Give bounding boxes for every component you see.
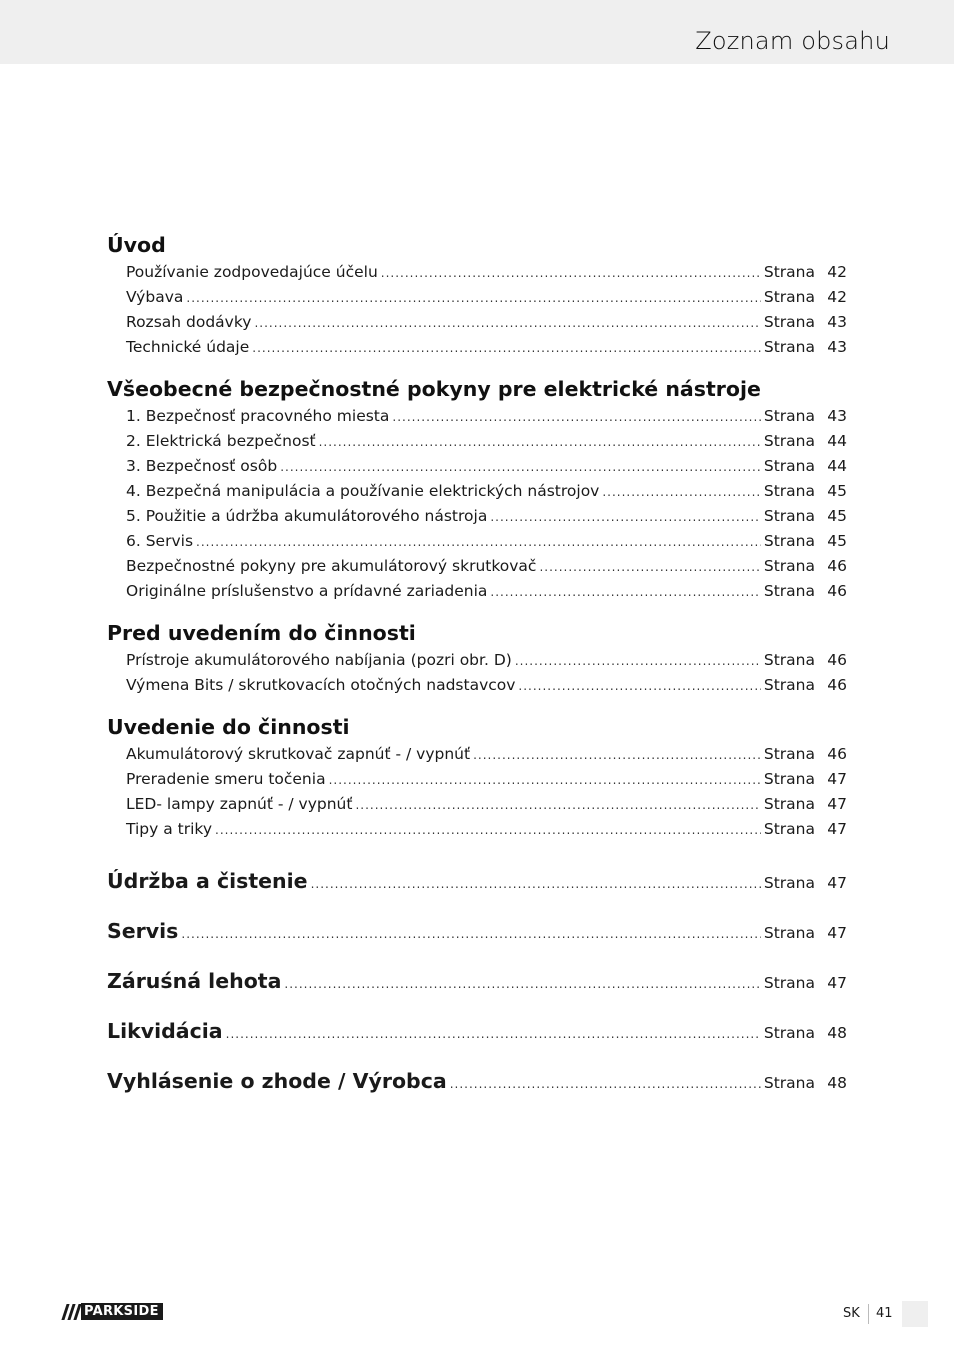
dot-leader [518,674,760,699]
entry-page-number: 46 [827,651,847,669]
toc-entry[interactable] [107,285,847,310]
toc-entry[interactable] [107,792,847,817]
strana-label: Strana [763,313,815,331]
page-number: 41 [876,1306,893,1321]
entry-label: 5. Použitie a údržba akumulátorového nástroja [126,507,488,525]
entry-page-number: 42 [827,263,847,281]
entry-label: Originálne príslušenstvo a prídavné zariadenia [126,582,488,600]
dot-leader [280,455,761,480]
footer-tab [902,1301,928,1327]
dot-leader [215,818,761,843]
toc-main-entry[interactable] [107,1006,847,1056]
dot-leader [473,743,761,768]
dot-leader [181,909,761,959]
toc-main-entry[interactable] [107,956,847,1006]
entry-page-number: 43 [827,313,847,331]
entry-label: 1. Bezpečnosť pracovného miesta [126,407,390,425]
main-entry-label: Údržba a čistenie [107,869,308,893]
dot-leader [329,768,761,793]
entry-label: Tipy a triky [126,820,213,838]
table-of-contents [107,230,847,1106]
entry-label: LED- lampy zapnúť - / vypnúť [126,795,353,813]
entry-page-number: 47 [827,820,847,838]
toc-entry[interactable] [107,335,847,360]
strana-label: Strana [763,820,815,838]
entry-label: Bezpečnostné pokyny pre akumulátorový skrutkovač [126,557,537,575]
entry-label: Akumulátorový skrutkovač zapnúť - / vypnúť [126,745,471,763]
dot-leader [381,261,761,286]
toc-section [107,712,847,842]
entry-page-number: 47 [827,974,847,992]
dot-leader [392,405,761,430]
section-title: Úvod [107,233,166,257]
toc-entry[interactable] [107,579,847,604]
entry-page-number: 46 [827,745,847,763]
entry-label: Technické údaje [126,338,250,356]
dot-leader [311,859,761,909]
entry-label: Preradenie smeru točenia [126,770,326,788]
entry-label: Rozsah dodávky [126,313,252,331]
strana-label: Strana [763,745,815,763]
entry-page-number: 42 [827,288,847,306]
entry-page-number: 47 [827,795,847,813]
toc-entry[interactable] [107,479,847,504]
logo-text: PARKSIDE [81,1303,163,1320]
entry-page-number: 47 [827,770,847,788]
toc-section [107,230,847,360]
strana-label: Strana [763,407,815,425]
strana-label: Strana [763,874,815,892]
entry-page-number: 44 [827,432,847,450]
strana-label: Strana [763,1024,815,1042]
toc-entry[interactable] [107,673,847,698]
entry-page-number: 43 [827,338,847,356]
strana-label: Strana [763,676,815,694]
entry-page-number: 45 [827,507,847,525]
strana-label: Strana [763,924,815,942]
entry-label: 6. Servis [126,532,194,550]
section-title: Pred uvedením do činnosti [107,621,416,645]
strana-label: Strana [763,1074,815,1092]
main-entry-label: Vyhlásenie o zhode / Výrobca [107,1069,447,1093]
toc-entry[interactable] [107,554,847,579]
strana-label: Strana [763,795,815,813]
dot-leader [355,793,760,818]
toc-entry[interactable] [107,429,847,454]
entry-page-number: 46 [827,557,847,575]
toc-entry[interactable] [107,529,847,554]
toc-section [107,618,847,698]
dot-leader [186,286,761,311]
strana-label: Strana [763,532,815,550]
strana-label: Strana [763,457,815,475]
main-entry-label: Likvidácia [107,1019,223,1043]
entry-label: 2. Elektrická bezpečnosť [126,432,316,450]
dot-leader [450,1059,761,1109]
entry-page-number: 45 [827,482,847,500]
dot-leader [490,505,761,530]
entry-label: Výmena Bits / skrutkovacích otočných nadstavcov [126,676,516,694]
toc-entry[interactable] [107,454,847,479]
dot-leader [539,555,760,580]
strana-label: Strana [763,263,815,281]
section-title: Uvedenie do činnosti [107,715,350,739]
toc-entry[interactable] [107,260,847,285]
language-code: SK [843,1306,860,1321]
toc-main-entry[interactable] [107,906,847,956]
dot-leader [515,649,761,674]
entry-page-number: 47 [827,924,847,942]
entry-label: Výbava [126,288,184,306]
dot-leader [252,336,761,361]
strana-label: Strana [763,974,815,992]
dot-leader [284,959,760,1009]
toc-main-entry[interactable] [107,1056,847,1106]
toc-entry[interactable] [107,648,847,673]
strana-label: Strana [763,288,815,306]
toc-entry[interactable] [107,767,847,792]
strana-label: Strana [763,432,815,450]
strana-label: Strana [763,582,815,600]
dot-leader [319,430,761,455]
toc-entry[interactable] [107,742,847,767]
toc-section [107,374,847,604]
entry-page-number: 47 [827,874,847,892]
main-entry-label: Servis [107,919,179,943]
entry-page-number: 45 [827,532,847,550]
entry-page-number: 44 [827,457,847,475]
dot-leader [254,311,760,336]
section-title: Všeobecné bezpečnostné pokyny pre elektrické nástroje [107,377,761,401]
dot-leader [196,530,761,555]
dot-leader [490,580,761,605]
dot-leader [602,480,761,505]
entry-label: 3. Bezpečnosť osôb [126,457,278,475]
strana-label: Strana [763,482,815,500]
entry-label: 4. Bezpečná manipulácia a používanie elektrických nástrojov [126,482,600,500]
dot-leader [226,1009,761,1059]
toc-entry[interactable] [107,817,847,842]
entry-page-number: 46 [827,582,847,600]
strana-label: Strana [763,557,815,575]
parkside-logo [64,1303,163,1320]
toc-main-entry[interactable] [107,856,847,906]
logo-stripes [64,1304,79,1320]
page-title: Zoznam obsahu [695,27,890,55]
toc-entry[interactable] [107,404,847,429]
header-bar [0,0,954,64]
strana-label: Strana [763,507,815,525]
toc-entry[interactable] [107,310,847,335]
entry-page-number: 43 [827,407,847,425]
entry-page-number: 48 [827,1074,847,1092]
toc-entry[interactable] [107,504,847,529]
footer-divider [868,1304,869,1324]
strana-label: Strana [763,770,815,788]
strana-label: Strana [763,651,815,669]
entry-page-number: 48 [827,1024,847,1042]
main-entry-label: Záruśná lehota [107,969,282,993]
entry-label: Prístroje akumulátorového nabíjania (pozri obr. D) [126,651,512,669]
entry-page-number: 46 [827,676,847,694]
strana-label: Strana [763,338,815,356]
entry-label: Používanie zodpovedajúce účelu [126,263,378,281]
